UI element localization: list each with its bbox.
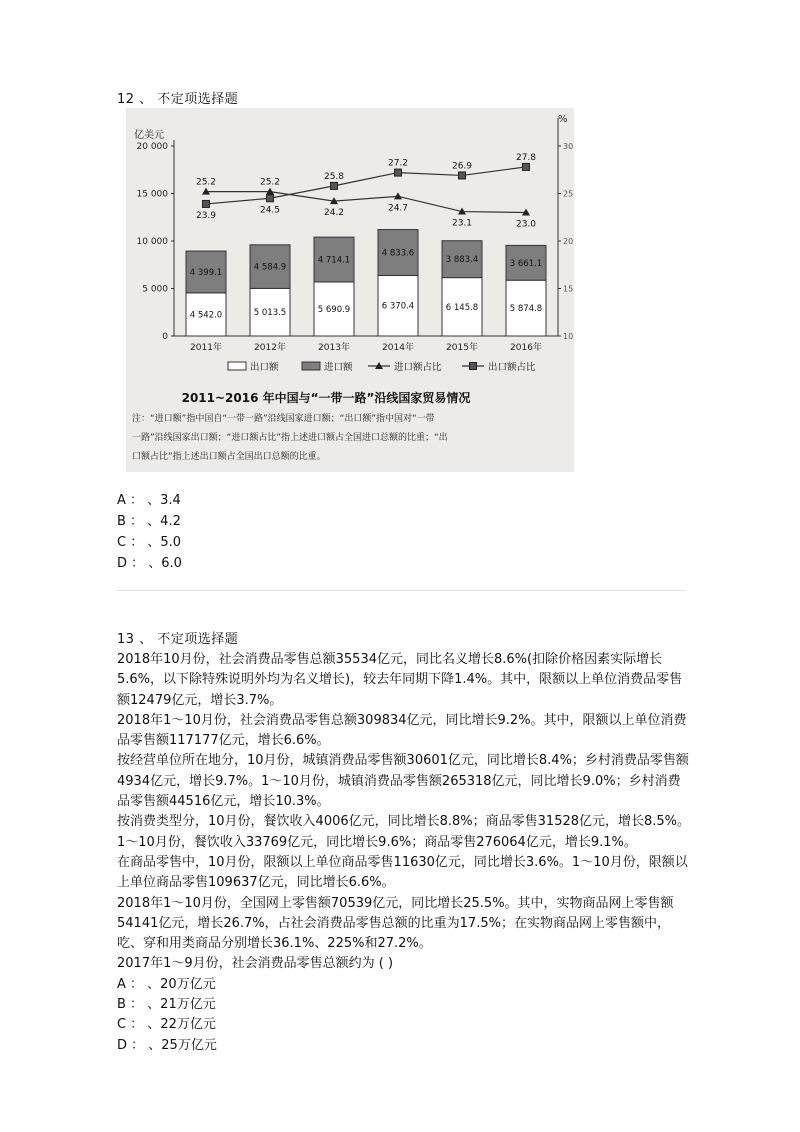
export-share-label: 23.9	[195, 210, 217, 221]
paragraph: 在商品零售中，10月份，限额以上单位商品零售11630亿元，同比增长3.6%。1～10月份，限额以上单位商品零售109637亿元，同比增长6.6%。	[117, 854, 688, 891]
right-tick-label: 25	[563, 189, 574, 199]
chart-note-line-3: 口额占比”指上述出口额占全国出口总额的比重。	[132, 452, 326, 462]
chart-note-line-1: 注：“进口额”指中国自“一带一路”沿线国家进口额；“出口额”指中国对“一带	[132, 414, 435, 424]
import-value-label: 4 714.1	[317, 255, 351, 266]
paragraph: 按消费类型分，10月份，餐饮收入4006亿元，同比增长8.8%；商品零售31528亿元，增长8.5%。1～10月份，餐饮收入33769亿元，同比增长9.6%；商品零售276064亿元，增长9.1%。	[117, 814, 691, 850]
x-tick-label: 2014年	[382, 343, 414, 353]
left-tick-label: 20 000	[136, 142, 168, 152]
left-tick-label: 10 000	[136, 237, 168, 247]
export-value-label: 6 370.4	[381, 301, 415, 312]
import-value-label: 4 584.9	[253, 262, 287, 273]
import-share-label: 24.2	[323, 208, 345, 219]
import-value-label: 4 399.1	[189, 267, 223, 278]
export-share-label: 27.2	[387, 158, 409, 169]
right-tick-label: 20	[563, 237, 574, 246]
left-tick-label: 5 000	[142, 284, 168, 295]
import-share-label: 24.7	[387, 203, 409, 214]
legend-label: 进口额占比	[394, 362, 442, 373]
legend-swatch	[228, 362, 246, 370]
paragraph: 2018年1～10月份，全国网上零售额70539亿元，同比增长25.5%。其中，实物商品网上零售额54141亿元，增长26.7%，占社会消费品零售总额的比重为17.5%；在实物商品网上零售额中，吃、穿和用类商品分别增长36.1%、225%和27.2%。	[117, 895, 674, 952]
x-tick-label: 2015年	[446, 343, 478, 353]
import-share-label: 25.2	[259, 177, 281, 188]
x-tick-label: 2013年	[318, 343, 350, 353]
question-13-body	[117, 650, 692, 1056]
export-value-label: 5 874.8	[509, 304, 543, 315]
option-a[interactable]: A ： 、3.4	[117, 493, 181, 508]
left-tick-label: 15 000	[136, 189, 168, 200]
import-share-point	[394, 192, 402, 199]
chart-note-line-2: 一路”沿线国家出口额；“进口额占比”指上述进口额占全国进口总额的比重；“出	[132, 433, 448, 443]
import-value-label: 4 833.6	[381, 248, 415, 259]
export-share-point	[331, 182, 338, 189]
paragraph: 按经营单位所在地分，10月份，城镇消费品零售额30601亿元，同比增长8.4%；乡村消费品零售额4934亿元，增长9.7%。1～10月份，城镇消费品零售额265318亿元，同比增长9.0%；乡村消费品零售额44516亿元，增长10.3%。	[117, 753, 689, 810]
x-tick-label: 2016年	[510, 343, 542, 353]
legend-label: 出口额	[250, 362, 279, 373]
export-share-point	[267, 195, 274, 202]
x-tick-label: 2012年	[254, 343, 286, 353]
chart-title: 2011~2016 年中国与“一带一路”沿线国家贸易情况	[181, 391, 471, 405]
right-tick-label: 10	[563, 332, 574, 341]
right-tick-label: 15	[563, 284, 574, 294]
paragraph: 2018年10月份，社会消费品零售总额35534亿元，同比名义增长8.6%(扣除价格因素实际增长5.6%，以下除特殊说明外均为名义增长)，较去年同期下降1.4%。其中，限额以上单位消费品零售额12479亿元，增长3.7%。	[117, 652, 683, 708]
option-d[interactable]: D ： 、25万亿元	[117, 1037, 217, 1053]
x-tick-label: 2011年	[190, 343, 222, 353]
export-share-point	[203, 200, 210, 207]
question-text: 2017年1～9月份，社会消费品零售总额约为 ( )	[117, 956, 394, 972]
question-13-header: 13 、 不定项选择题	[117, 632, 239, 647]
export-share-point	[459, 172, 466, 179]
option-a[interactable]: A ： 、20万亿元	[117, 976, 216, 992]
legend-marker	[470, 363, 477, 370]
trade-chart-figure	[126, 108, 574, 472]
import-share-label: 23.1	[451, 218, 473, 229]
export-share-label: 27.8	[515, 152, 537, 163]
option-b[interactable]: B ： 、4.2	[117, 514, 181, 529]
export-share-label: 26.9	[451, 161, 473, 172]
paragraph: 2018年1～10月份，社会消费品零售总额309834亿元，同比增长9.2%。其中，限额以上单位消费品零售额117177亿元，增长6.6%。	[117, 712, 687, 749]
import-share-label: 25.2	[195, 177, 217, 188]
legend-swatch	[302, 362, 320, 370]
legend-label: 进口额	[324, 362, 353, 373]
export-share-point	[395, 169, 402, 176]
import-share-label: 23.0	[515, 219, 537, 230]
export-share-label: 25.8	[323, 171, 345, 182]
right-tick-label: 30	[563, 142, 574, 151]
option-b[interactable]: B ： 、21万亿元	[117, 997, 216, 1013]
question-12-header: 12 、 不定项选择题	[117, 92, 239, 107]
option-c[interactable]: C ： 、5.0	[117, 535, 182, 550]
left-tick-label: 0	[162, 332, 168, 342]
export-value-label: 6 145.8	[445, 302, 479, 313]
right-axis-unit: %	[558, 114, 568, 125]
question-divider	[117, 590, 685, 591]
export-value-label: 5 013.5	[253, 308, 287, 319]
export-share-point	[523, 163, 530, 170]
question-13-options	[117, 975, 692, 1056]
export-value-label: 5 690.9	[317, 304, 351, 315]
export-value-label: 4 542.0	[189, 310, 223, 321]
question-12-options	[117, 490, 182, 574]
legend-label: 出口额占比	[488, 362, 536, 373]
left-axis-unit: 亿美元	[134, 130, 164, 141]
import-value-label: 3 661.1	[509, 258, 543, 269]
import-value-label: 3 883.4	[445, 255, 479, 266]
trade-chart	[126, 108, 574, 472]
option-c[interactable]: C ： 、22万亿元	[117, 1017, 216, 1033]
option-d[interactable]: D ： 、6.0	[117, 556, 182, 571]
export-share-label: 24.5	[259, 205, 281, 216]
